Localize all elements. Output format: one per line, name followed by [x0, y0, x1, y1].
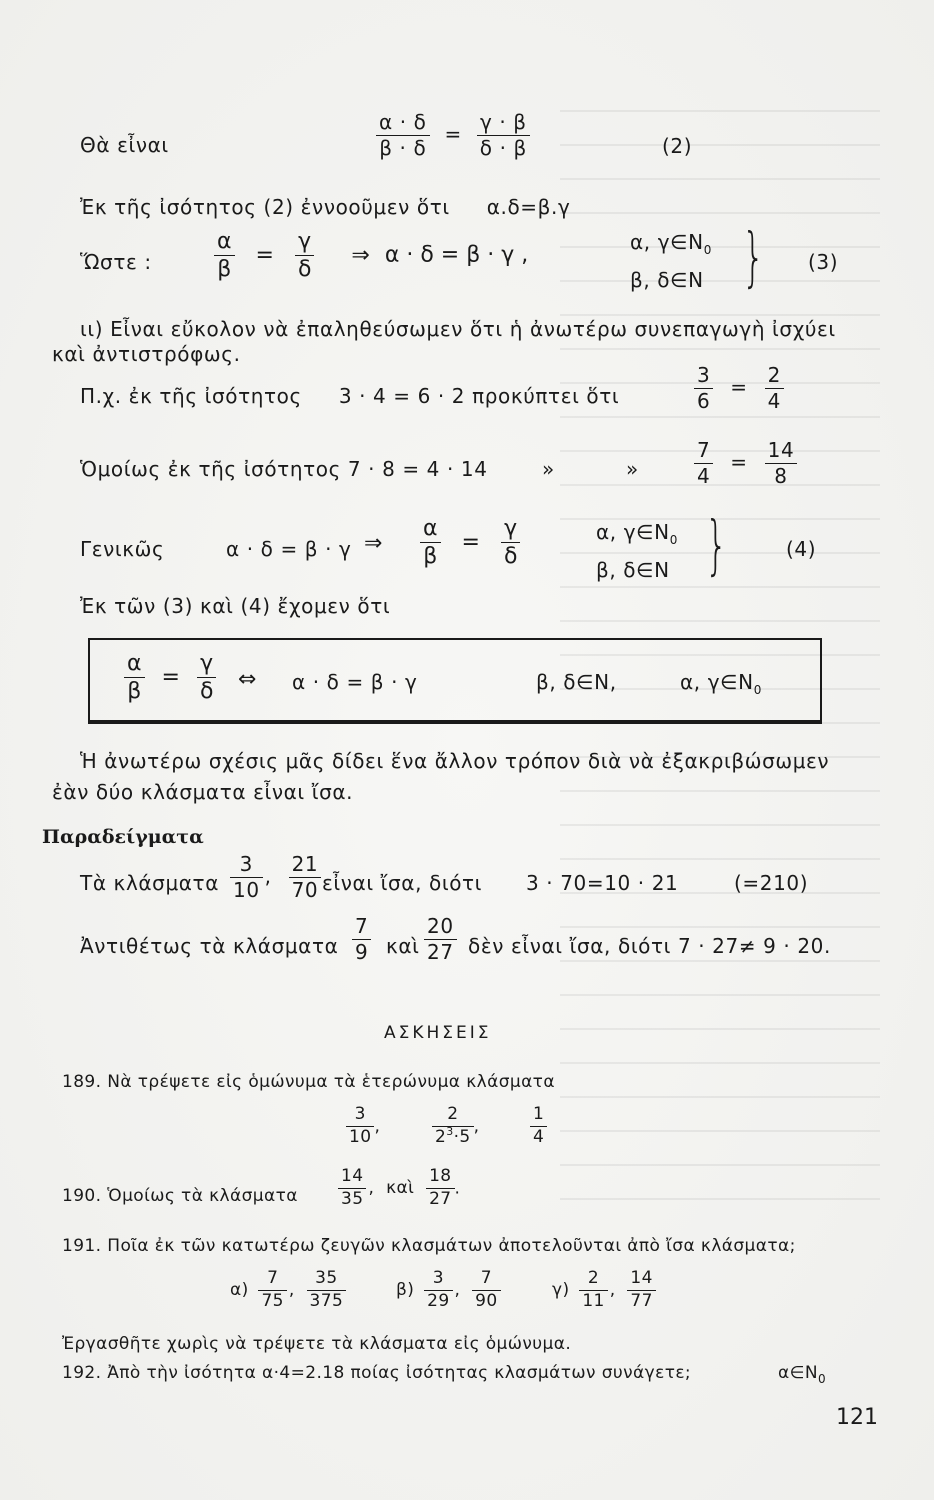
ditto-mark: »: [626, 457, 639, 481]
fraction: $\frac{2}{4}$: [765, 365, 784, 412]
exercise-192-condition: $\alpha\in N_0$: [778, 1363, 826, 1386]
line2-text: Ἐκ τῆς ἰσότητος (2) ἐννοοῦμεν ὅτι α.δ=β.γ: [80, 195, 571, 219]
examples-heading: Παραδείγματα: [42, 826, 204, 848]
fraction: $\frac{\alpha}{\beta}$: [214, 230, 235, 281]
exercises-title: ΑΣΚΗΣΕΙΣ: [384, 1023, 492, 1043]
line3-label: Ὥστε :: [80, 250, 152, 274]
fraction: $\frac{14}{77}$: [627, 1270, 655, 1311]
exercise-192-text: 192. Ἀπὸ τὴν ἰσότητα α·4=2.18 ποίας ἰσότητας κλασμάτων συνάγετε;: [62, 1363, 692, 1383]
fraction: $\frac{2}{11}$: [579, 1270, 607, 1311]
fraction: $\frac{1}{4}$: [530, 1106, 547, 1147]
line3-condition-2: β, δ∈N: [630, 268, 704, 292]
implies-arrow: ⇒: [364, 531, 383, 556]
fraction: $\frac{7}{9}$: [352, 916, 371, 963]
fraction: $\frac{7}{4}$: [694, 440, 713, 487]
unequal-fraction-1: [352, 916, 371, 963]
equal-fractions-text: Τὰ κλάσματα: [80, 871, 219, 895]
line3-equation: $\frac{\alpha}{\beta}$ = $\frac{\gamma}{\delta}$ ⇒ α · δ = β · γ ,: [214, 230, 528, 281]
general-label: Γενικῶς: [80, 537, 165, 561]
work-note: Ἐργασθῆτε χωρὶς νὰ τρέψετε τὰ κλάσματα εἰς ὁμώνυμα.: [62, 1334, 572, 1354]
unequal-fractions-reason: δὲν εἶναι ἴσα, διότι 7 · 27≠ 9 · 20.: [468, 934, 831, 958]
exercise-191-text: 191. Ποῖα ἐκ τῶν κατωτέρω ζευγῶν κλασμάτων ἀποτελοῦνται ἀπὸ ἴσα κλάσματα;: [62, 1236, 796, 1256]
implies-arrow: ⇒: [351, 242, 370, 268]
boxed-fractions: $\frac{\alpha}{\beta}$ = $\frac{\gamma}{\delta}$: [124, 652, 216, 703]
unequal-fraction-2: [424, 916, 457, 963]
fraction: $\frac{18}{27}$: [426, 1168, 454, 1209]
equal-fractions-expression: 3 · 70=10 · 21: [526, 871, 679, 895]
exercise-190-text: 190. Ὁμοίως τὰ κλάσματα: [62, 1186, 298, 1206]
general-expression: α · δ = β · γ: [226, 537, 352, 561]
example2-fractions: $\frac{7}{4}$ = $\frac{14}{8}$: [694, 440, 797, 487]
general-fractions: $\frac{\alpha}{\beta}$ = $\frac{\gamma}{\delta}$: [420, 517, 520, 568]
fraction: $\frac{14}{8}$: [765, 440, 798, 487]
fraction: $\frac{2}{2^3\cdot 5}$: [432, 1106, 474, 1147]
page-number: 121: [836, 1405, 878, 1430]
exercise-190-fractions: $\frac{14}{35}$ , καὶ $\frac{18}{27}$ .: [338, 1168, 460, 1209]
fraction: $\frac{\gamma}{\delta}$: [197, 652, 216, 703]
line3-condition-1: α, $\gamma\in N_0$: [630, 230, 712, 257]
equal-fractions: $\frac{3}{10}$ , $\frac{21}{70}$: [230, 854, 321, 901]
ditto-mark: »: [542, 457, 555, 481]
fraction: $\frac{3}{29}$: [424, 1270, 452, 1311]
from-3-and-4-text: Ἐκ τῶν (3) καὶ (4) ἔχομεν ὅτι: [80, 594, 391, 618]
general-condition-1: α, $\gamma\in N_0$: [596, 520, 678, 547]
fraction: $\frac{\alpha \cdot \delta}{\beta \cdot \delta}$: [376, 112, 430, 159]
equivalence-arrow: ⇔: [238, 667, 257, 692]
exercise-189-fraction-3: [530, 1106, 547, 1147]
equal-fractions-reason: εἶναι ἴσα, διότι: [322, 871, 483, 895]
boxed-condition-1: β, δ∈N,: [536, 670, 617, 694]
and-word: καὶ: [386, 934, 420, 958]
example2-text: Ὁμοίως ἐκ τῆς ἰσότητος 7 · 8 = 4 · 14: [80, 457, 488, 481]
fraction: $\frac{20}{27}$: [424, 916, 457, 963]
fraction: $\frac{14}{35}$: [338, 1168, 366, 1209]
line1-equation: $\frac{\alpha \cdot \delta}{\beta \cdot \delta}$ = $\frac{\gamma \cdot \beta}{\delta \cdot \beta}$: [376, 112, 530, 159]
example1-fractions: $\frac{3}{6}$ = $\frac{2}{4}$: [694, 365, 784, 412]
general-condition-2: β, δ∈N: [596, 558, 670, 582]
box-underline: [88, 722, 822, 724]
boxed-condition-2: α, $\gamma\in N_0$: [680, 670, 762, 697]
exercise-191-option-a: α) $\frac{7}{75}$ , $\frac{35}{375}$: [230, 1270, 346, 1311]
relation-paragraph-line2: ἐὰν δύο κλάσματα εἶναι ἴσα.: [52, 780, 354, 804]
fraction: $\frac{\alpha}{\beta}$: [420, 517, 441, 568]
equation-tag-3: (3): [808, 250, 839, 274]
exercise-191-option-b: β) $\frac{3}{29}$ , $\frac{7}{90}$: [396, 1270, 501, 1311]
right-brace: }: [742, 221, 765, 295]
exercise-191-option-c: γ) $\frac{2}{11}$ , $\frac{14}{77}$: [552, 1270, 656, 1311]
fraction: $\frac{35}{375}$: [307, 1270, 347, 1311]
equal-fractions-result: (=210): [734, 871, 809, 895]
fraction: $\frac{7}{75}$: [258, 1270, 286, 1311]
unequal-fractions-text: Ἀντιθέτως τὰ κλάσματα: [80, 934, 339, 958]
right-brace: }: [705, 509, 728, 583]
paragraph-ii-line1: ιι) Εἶναι εὔκολον νὰ ἐπαληθεύσωμεν ὅτι ἡ ἀνωτέρω συνεπαγωγὴ ἰσχύει: [80, 317, 836, 341]
fraction: $\frac{\gamma}{\delta}$: [501, 517, 520, 568]
example1-text: Π.χ. ἐκ τῆς ἰσότητος 3 · 4 = 6 · 2 προκύπτει ὅτι: [80, 384, 620, 408]
fraction: $\frac{3}{10}$: [230, 854, 263, 901]
fraction: $\frac{\gamma}{\delta}$: [295, 230, 314, 281]
exercise-189-fraction-2: $\frac{2}{2^3\cdot 5}$ ,: [432, 1106, 479, 1147]
fraction: $\frac{\gamma \cdot \beta}{\delta \cdot \beta}$: [477, 112, 530, 159]
relation-paragraph-line1: Ἡ ἀνωτέρω σχέσις μᾶς δίδει ἕνα ἄλλον τρόπον διὰ νὰ ἐξακριβώσωμεν: [80, 749, 830, 773]
fraction: $\frac{\alpha}{\beta}$: [124, 652, 145, 703]
boxed-expression: α · δ = β · γ: [292, 670, 418, 694]
exercise-189-text: 189. Νὰ τρέψετε εἰς ὁμώνυμα τὰ ἑτερώνυμα κλάσματα: [62, 1072, 555, 1092]
equation-tag-4: (4): [786, 537, 817, 561]
paragraph-ii-line2: καὶ ἀντιστρόφως.: [52, 342, 241, 366]
fraction: $\frac{7}{90}$: [472, 1270, 500, 1311]
exercise-189-fraction-1: $\frac{3}{10}$ ,: [346, 1106, 380, 1147]
fraction: $\frac{3}{10}$: [346, 1106, 374, 1147]
line1-label: Θὰ εἶναι: [80, 133, 169, 157]
fraction: $\frac{21}{70}$: [289, 854, 322, 901]
equation-tag-2: (2): [662, 134, 693, 158]
fraction: $\frac{3}{6}$: [694, 365, 713, 412]
